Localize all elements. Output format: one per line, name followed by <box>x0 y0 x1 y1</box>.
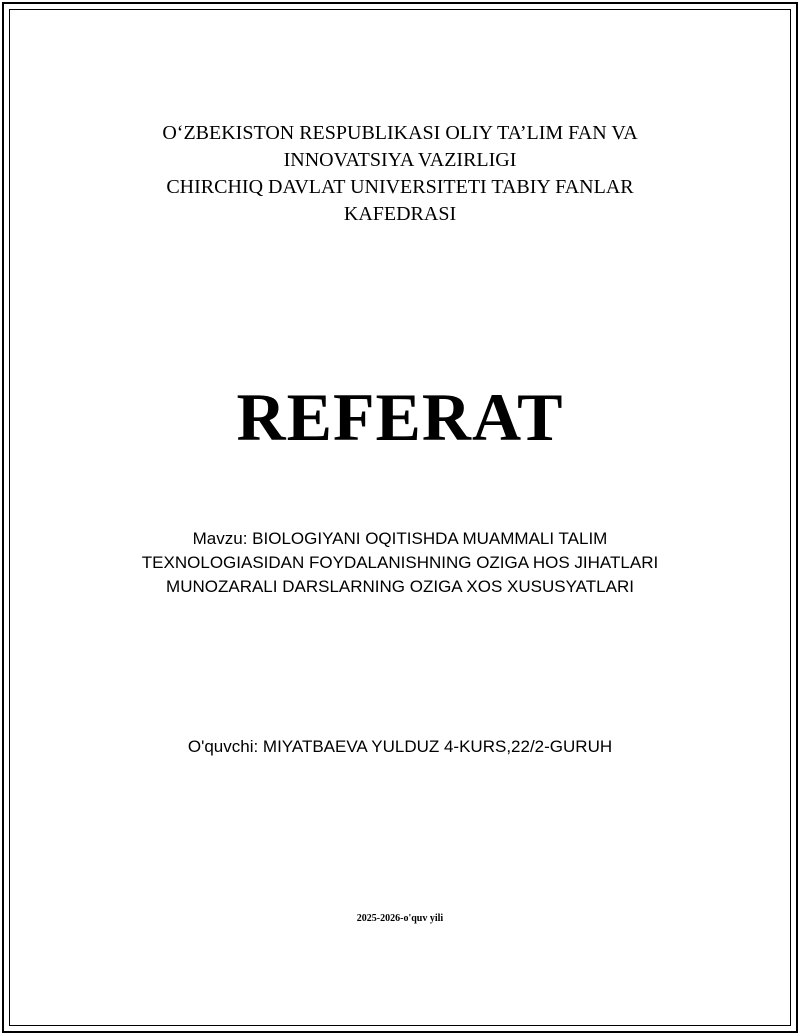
header-line-4: KAFEDRASI <box>343 203 457 225</box>
header-line-2: INNOVATSIYA VAZIRLIGI <box>283 149 517 171</box>
topic-block <box>0 527 800 599</box>
academic-year: 2025-2026-o'quv yili <box>356 913 444 924</box>
header-line-3: CHIRCHIQ DAVLAT UNIVERSITETI TABIY FANLAR <box>166 176 634 198</box>
topic-line-2: TEXNOLOGIASIDAN FOYDALANISHNING OZIGA HOS JIHATLARI <box>141 553 659 572</box>
header-line-1: O‘ZBEKISTON RESPUBLIKASI OLIY TA’LIM FAN VA <box>162 122 638 144</box>
topic-line-1: Mavzu: BIOLOGIYANI OQITISHDA MUAMMALI TALIM <box>192 529 608 548</box>
document-title: REFERAT <box>236 379 564 455</box>
topic-line-3: MUNOZARALI DARSLARNING OZIGA XOS XUSUSYATLARI <box>166 577 634 596</box>
student-info: O'quvchi: MIYATBAEVA YULDUZ 4-KURS,22/2-GURUH <box>187 737 613 756</box>
institution-header <box>0 120 800 228</box>
